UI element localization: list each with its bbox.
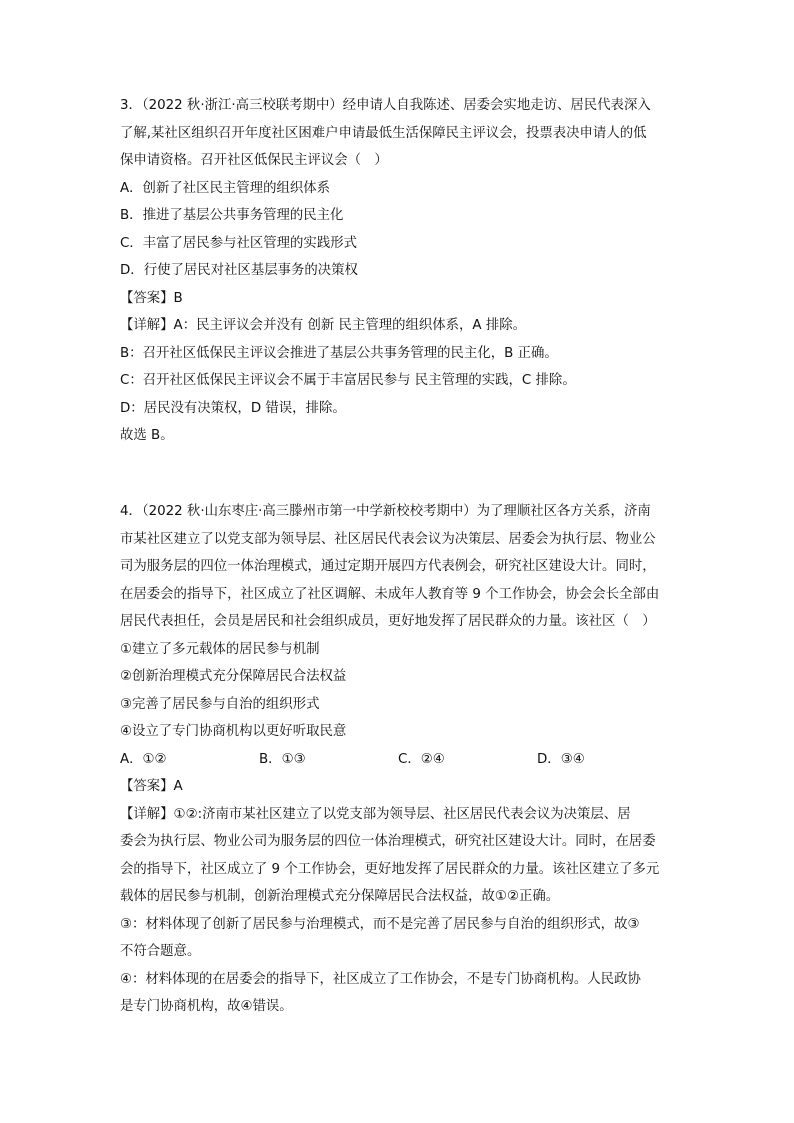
question-3-stem-line-3: 保申请资格。召开社区低保民主评议会（ ） (120, 153, 388, 168)
question-4-analysis-line-8: 是专门协商机构，故④错误。 (120, 999, 293, 1014)
question-4 (120, 498, 680, 1021)
question-3-stem-line-1: 3．（2022 秋·浙江·高三校联考期中）经申请人自我陈述、居委会实地走访、居民代表深入 (120, 98, 651, 113)
question-4-statement-1: ①建立了多元载体的居民参与机制 (120, 641, 320, 657)
question-3-option-a: A．创新了社区民主管理的组织体系 (120, 180, 331, 196)
question-3 (120, 92, 680, 450)
question-3-option-d: D．行使了居民对社区基层事务的决策权 (120, 263, 358, 278)
question-3-option-b: B．推进了基层公共事务管理的民主化 (120, 208, 344, 223)
question-4-analysis-line-3: 会的指导下，社区成立了 9 个工作协会，更好地发挥了居民群众的力量。该社区建立了多元 (120, 861, 660, 877)
question-3-option-c: C．丰富了居民参与社区管理的实践形式 (120, 235, 357, 251)
question-3-analysis-line-4: D：居民没有决策权，D 错误，排除。 (120, 400, 346, 416)
question-4-analysis-line-2: 委会为执行层、物业公司为服务层的四位一体治理模式，研究社区建设大计。同时，在居委 (120, 834, 656, 849)
question-4-analysis-line-4: 载体的居民参与机制，创新治理模式充分保障居民合法权益，故①②正确。 (120, 889, 560, 904)
question-4-stem-line-4: 在居委会的指导下，社区成立了社区调解、未成年人教育等 9 个工作协会，协会会长全部由 (120, 586, 660, 602)
question-3-conclusion: 故选 B。 (120, 428, 174, 443)
question-3-analysis-line-1: 【详解】A：民主评议会并没有 创新 民主管理的组织体系，A 排除。 (120, 318, 527, 333)
question-4-option-c: C．②④ (398, 751, 445, 767)
question-4-analysis-line-6: 不符合题意。 (120, 944, 201, 959)
question-4-statement-2: ②创新治理模式充分保障居民合法权益 (120, 669, 347, 684)
question-4-analysis-line-7: ④：材料体现的在居委会的指导下，社区成立了工作协会，不是专门协商机构。人民政协 (120, 971, 641, 987)
question-4-answer: 【答案】A (120, 779, 183, 794)
question-4-option-a: A．①② (120, 751, 167, 767)
question-4-statement-3: ③完善了居民参与自治的组织形式 (120, 696, 320, 712)
question-4-analysis-line-5: ③：材料体现了创新了居民参与治理模式，而不是完善了居民参与自治的组织形式，故③ (120, 916, 640, 932)
question-4-stem-line-3: 司为服务层的四位一体治理模式，通过定期开展四方代表例会，研究社区建设大计。同时， (120, 559, 656, 574)
question-3-stem-line-2: 了解,某社区组织召开年度社区困难户申请最低生活保障民主评议会，投票表决申请人的低 (120, 125, 647, 141)
question-3-analysis-line-2: B：召开社区低保民主评议会推进了基层公共事务管理的民主化，B 正确。 (120, 345, 558, 361)
question-3-analysis-line-3: C：召开社区低保民主评议会不属于丰富居民参与 民主管理的实践，C 排除。 (120, 373, 576, 388)
question-3-answer: 【答案】B (120, 290, 183, 306)
question-4-stem-line-5: 居民代表担任，会员是居民和社会组织成员，更好地发挥了居民群众的力量。该社区（ ） (120, 614, 656, 629)
question-4-options (120, 746, 680, 774)
question-4-statement-4: ④设立了专门协商机构以更好听取民意 (120, 724, 347, 739)
question-4-analysis-line-1: 【详解】①②:济南市某社区建立了以党支部为领导层、社区居民代表会议为决策层、居 (120, 806, 631, 822)
question-4-stem-line-2: 市某社区建立了以党支部为领导层、社区居民代表会议为决策层、居委会为执行层、物业公 (120, 531, 656, 547)
question-4-option-d: D．③④ (537, 751, 585, 767)
question-4-stem-line-1: 4．（2022 秋·山东枣庄·高三滕州市第一中学新校校考期中）为了理顺社区各方关系，济南 (120, 504, 651, 519)
question-4-option-b: B．①③ (259, 751, 306, 767)
